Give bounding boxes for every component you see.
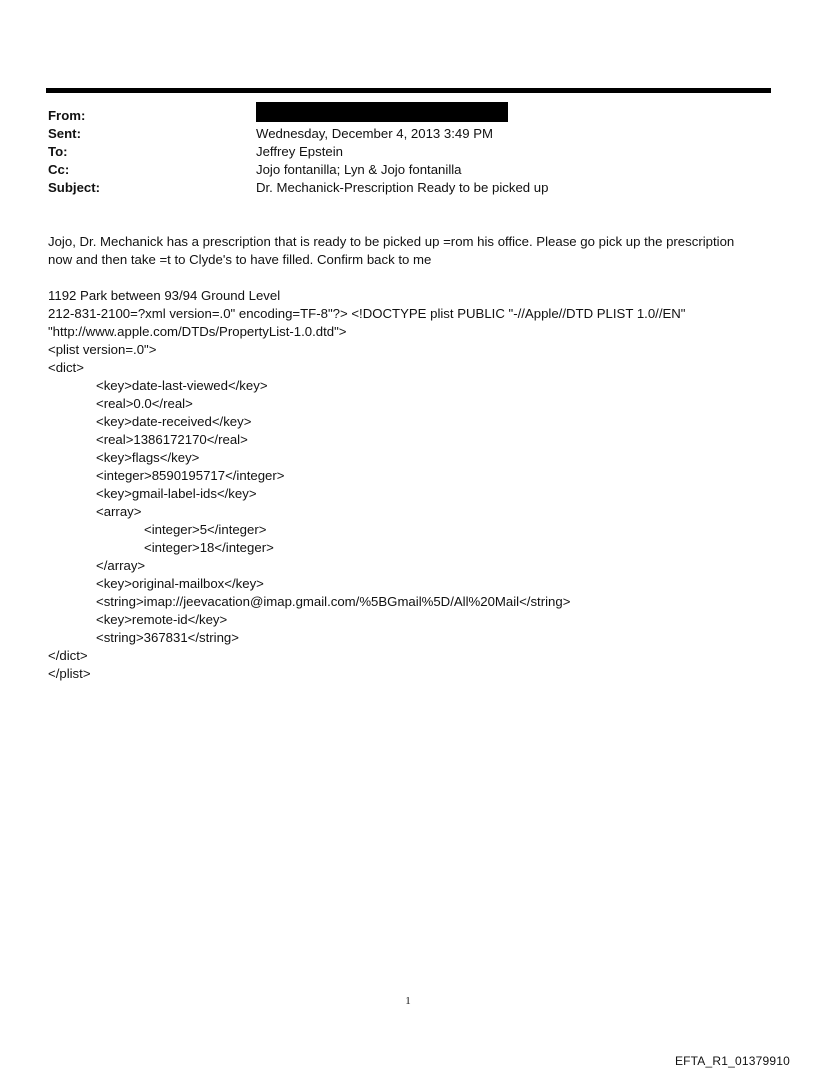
dict-line: <array> — [96, 504, 142, 519]
dict-open: <dict> — [48, 360, 84, 375]
header-rule — [46, 88, 771, 93]
subject-label: Subject: — [48, 180, 101, 195]
to-value: Jeffrey Epstein — [256, 144, 343, 159]
dict-line: <key>remote-id</key> — [96, 612, 228, 627]
to-label: To: — [48, 144, 68, 159]
xml-header-line: "http://www.apple.com/DTDs/PropertyList-1.0.dtd"> — [48, 324, 347, 339]
body-line: now and then take =t to Clyde's to have filled. Confirm back to me — [48, 252, 432, 267]
from-row — [48, 107, 768, 125]
dict-line: <string>367831</string> — [96, 630, 239, 645]
dict-line: <key>flags</key> — [96, 450, 200, 465]
array-line: <integer>18</integer> — [144, 540, 274, 555]
sent-row — [48, 125, 768, 143]
dict-line: <string>imap://jeevacation@imap.gmail.com/%5BGmail%5D/All%20Mail</string> — [96, 594, 571, 609]
plist-close: </plist> — [48, 666, 91, 681]
from-label: From: — [48, 108, 86, 123]
redaction-box — [256, 102, 508, 122]
cc-row — [48, 161, 768, 179]
sent-label: Sent: — [48, 126, 81, 141]
dict-line: <key>date-last-viewed</key> — [96, 378, 268, 393]
dict-line: <key>gmail-label-ids</key> — [96, 486, 257, 501]
cc-label: Cc: — [48, 162, 70, 177]
address-line: 1192 Park between 93/94 Ground Level — [48, 288, 281, 303]
bates-id: EFTA_R1_01379910 — [674, 1054, 790, 1068]
xml-header-line: 212-831-2100=?xml version=.0" encoding=TF-8"?> <!DOCTYPE plist PUBLIC "-//Apple//DTD PLIST 1.0//EN" — [48, 306, 686, 321]
email-header — [48, 107, 768, 197]
plist-open: <plist version=.0"> — [48, 342, 157, 357]
page-number: 1 — [405, 995, 411, 1007]
dict-close: </dict> — [48, 648, 88, 663]
subject-value: Dr. Mechanick-Prescription Ready to be picked up — [256, 180, 549, 195]
body-line: Jojo, Dr. Mechanick has a prescription that is ready to be picked up =rom his office. Please go pick up the prescription — [48, 234, 735, 249]
dict-line: <key>date-received</key> — [96, 414, 252, 429]
dict-line: <real>0.0</real> — [96, 396, 193, 411]
array-line: <integer>5</integer> — [144, 522, 267, 537]
dict-line: <real>1386172170</real> — [96, 432, 248, 447]
subject-row — [48, 179, 768, 197]
dict-line: <integer>8590195717</integer> — [96, 468, 285, 483]
sent-value: Wednesday, December 4, 2013 3:49 PM — [256, 126, 494, 141]
dict-line: </array> — [96, 558, 146, 573]
email-body — [48, 233, 773, 683]
cc-value: Jojo fontanilla; Lyn & Jojo fontanilla — [256, 162, 462, 177]
to-row — [48, 143, 768, 161]
dict-line: <key>original-mailbox</key> — [96, 576, 264, 591]
